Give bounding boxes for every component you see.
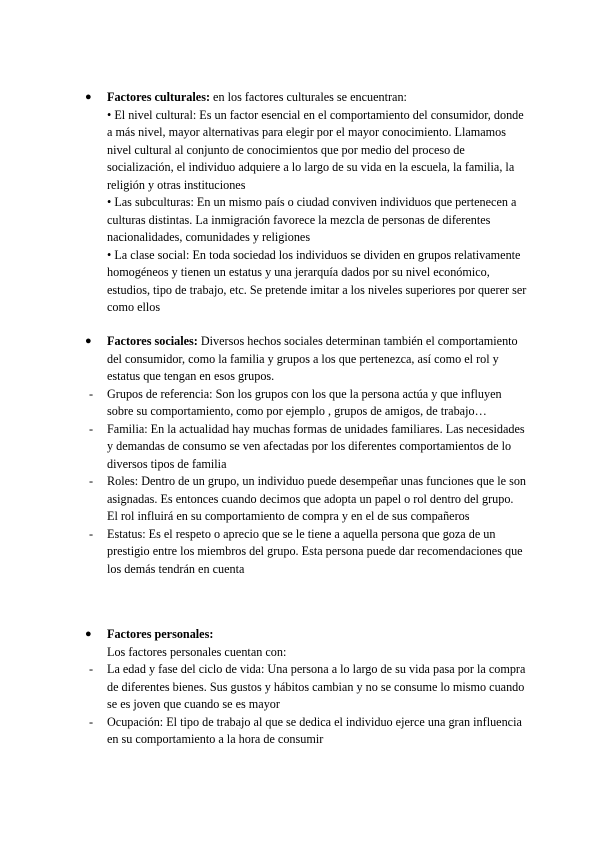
paragraph-clase-social: • La clase social: En toda sociedad los individuos se dividen en grupos relativamente homogéneos y tienen un estatus y una jerarquía dados por su nivel económico, estudios, tipo de trabajo, etc. Se pretende imitar a los niveles superiores por querer ser como ellos	[107, 247, 527, 314]
section-title: Factores sociales:	[107, 334, 198, 348]
list-item-estatus	[0, 526, 527, 579]
section-intro: Diversos hechos sociales determinan también el comportamiento del consumidor, como la familia y grupos a los que pertenezca, así como el rol y estatus que tengan en esos grupos.	[107, 334, 518, 383]
section-personal	[0, 626, 600, 749]
dash-marker: -	[89, 714, 94, 729]
list-item-roles	[0, 473, 527, 526]
section-heading-row	[0, 89, 525, 107]
section-social	[0, 333, 600, 578]
list-item-familia	[0, 421, 527, 474]
section-intro: en los factores culturales se encuentran:	[210, 90, 407, 104]
list-item-grupos-referencia	[0, 386, 527, 421]
section-cultural	[0, 89, 600, 317]
dash-marker: -	[89, 662, 94, 676]
list-item-text: Familia: En la actualidad hay muchas formas de unidades familiares. Las necesidades y demandas de consumo se ven afectadas por los diferentes comportamientos de lo diversos tipos de familia	[107, 421, 525, 471]
dash-marker: -	[89, 386, 94, 401]
dash-marker: -	[89, 474, 94, 488]
list-item-text: Grupos de referencia: Son los grupos con los que la persona actúa y que influyen sobre su comportamiento, como por ejemplo , grupos de amigos, de trabajo…	[107, 386, 502, 418]
list-item-text: La edad y fase del ciclo de vida: Una persona a lo largo de su vida pasa por la compra de diferentes bienes. Sus gustos y hábitos cambian y no se consume lo mismo cuando se es joven que cuando se es mayor	[107, 662, 526, 711]
dash-marker: -	[89, 526, 94, 541]
bullet-icon: ●	[85, 335, 92, 347]
bullet-icon: ●	[85, 628, 92, 640]
bullet-icon: ●	[85, 91, 92, 103]
list-item-text: Ocupación: El tipo de trabajo al que se dedica el individuo ejerce una gran influencia en su comportamiento a la hora de consumir	[107, 714, 522, 746]
section-intro: Los factores personales cuentan con:	[107, 644, 287, 659]
section-heading-row	[0, 333, 525, 386]
paragraph-subculturas: • Las subculturas: En un mismo país o ciudad conviven individuos que pertenecen a culturas distintas. La inmigración favorece la mezcla de personas de diferentes nacionalidades, comunidades y religiones	[107, 195, 517, 244]
list-item-edad-ciclo-vida	[0, 661, 527, 714]
section-title: Factores personales:	[107, 627, 214, 641]
list-item-text: Roles: Dentro de un grupo, un individuo puede desempeñar unas funciones que le son asignadas. Es entonces cuando decimos que adopta un papel o rol dentro del grupo. El rol influirá en su comportamiento de compra y en el de sus compañeros	[107, 474, 527, 523]
section-heading-row	[0, 626, 525, 644]
dash-marker: -	[89, 421, 94, 436]
list-item-text: Estatus: Es el respeto o aprecio que se le tiene a aquella persona que goza de un prestigio entre los miembros del grupo. Esta persona puede dar recomendaciones que los demás tendrán en cuenta	[107, 526, 523, 576]
paragraph-nivel-cultural: • El nivel cultural: Es un factor esencial en el comportamiento del consumidor, donde a más nivel, mayor alternativas para elegir por el mayor conocimiento. Llamamos nivel cultural al conjunto de conocimientos que por medio del proceso de socialización, el individuo adquiere a lo largo de su vida en la escuela, la familia, la religión y otras instituciones	[107, 107, 524, 192]
list-item-ocupacion	[0, 714, 527, 749]
section-title: Factores culturales:	[107, 90, 210, 104]
